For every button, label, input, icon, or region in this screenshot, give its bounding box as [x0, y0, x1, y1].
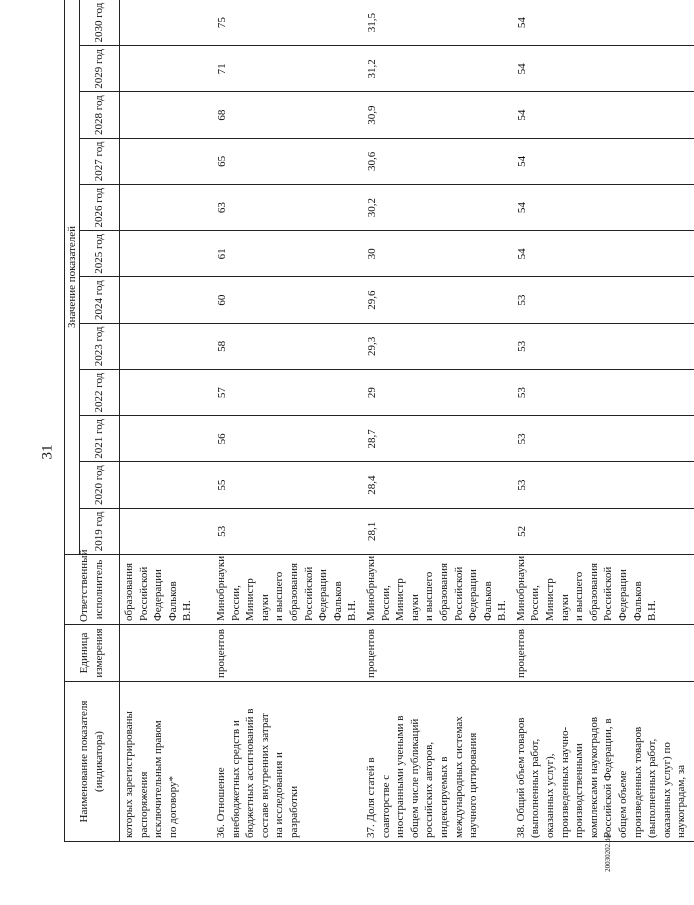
table-row [120, 0, 213, 842]
value-cell: 54 [512, 138, 694, 184]
header-year: 2029 год [80, 46, 120, 92]
header-year: 2021 год [80, 416, 120, 462]
header-year: 2030 год [80, 0, 120, 46]
value-cell: 54 [512, 0, 694, 46]
footer-filename: 20030202.doc [604, 832, 612, 872]
rotated-page-content [64, 0, 688, 842]
header-name: Наименование показателя (индикатора) [65, 682, 120, 842]
value-cell: 29 [362, 370, 512, 416]
value-cell [120, 462, 213, 508]
value-cell: 60 [212, 277, 362, 323]
value-cell [120, 185, 213, 231]
value-cell: 30,2 [362, 185, 512, 231]
value-cell [120, 138, 213, 184]
value-cell [120, 0, 213, 46]
header-year: 2022 год [80, 370, 120, 416]
value-cell: 61 [212, 231, 362, 277]
header-year: 2023 год [80, 323, 120, 369]
value-cell: 52 [512, 508, 694, 554]
page-number: 31 [39, 444, 56, 460]
indicators-table [64, 0, 694, 842]
value-cell [120, 277, 213, 323]
unit-cell: процентов [364, 629, 377, 678]
value-cell [120, 416, 213, 462]
header-executor: Ответственный исполнитель [65, 555, 120, 625]
value-cell [120, 46, 213, 92]
unit-cell: процентов [215, 629, 227, 678]
value-cell [120, 323, 213, 369]
value-cell: 54 [512, 185, 694, 231]
value-cell: 31,2 [362, 46, 512, 92]
value-cell: 65 [212, 138, 362, 184]
header-year: 2019 год [80, 508, 120, 554]
value-cell: 30,9 [362, 92, 512, 138]
header-year: 2028 год [80, 92, 120, 138]
header-year: 2025 год [80, 231, 120, 277]
value-cell: 53 [512, 323, 694, 369]
value-cell: 29,3 [362, 323, 512, 369]
executor-cell: Минобрнауки России, Министр науки и высшего образования Российской Федерации Фальков В.Н. [514, 555, 659, 621]
value-cell: 53 [512, 462, 694, 508]
value-cell: 53 [512, 370, 694, 416]
value-cell: 53 [512, 416, 694, 462]
indicator-name: 37. Доля статей в соавторстве с иностранными учеными в общем числе публикаций российских авторов, индексируемых в международных системах научного цитирования [364, 715, 480, 838]
value-cell: 54 [512, 92, 694, 138]
value-cell: 56 [212, 416, 362, 462]
value-cell [120, 370, 213, 416]
header-year: 2024 год [80, 277, 120, 323]
value-cell: 63 [212, 185, 362, 231]
value-cell [120, 231, 213, 277]
value-cell: 53 [212, 508, 362, 554]
executor-cell: образования Российской Федерации Фальков В.Н. [123, 562, 194, 621]
unit-cell: процентов [514, 629, 527, 678]
header-year: 2027 год [80, 138, 120, 184]
table-row [212, 0, 362, 842]
value-cell: 71 [212, 46, 362, 92]
indicator-name: 36. Отношение внебюджетных средств и бюджетных ассигнований в составе внутренних затрат на исследования и разработки [215, 708, 300, 838]
value-cell: 57 [212, 370, 362, 416]
value-cell: 75 [212, 0, 362, 46]
executor-cell: Минобрнауки России, Министр науки и высшего образования Российской Федерации Фальков В.Н. [364, 555, 509, 621]
header-unit: Единица измерения [65, 625, 120, 682]
header-year: 2020 год [80, 462, 120, 508]
indicator-name: которых зарегистрированы распоряжения исключительным правом по договору* [123, 711, 179, 838]
value-cell: 58 [212, 323, 362, 369]
indicator-name: 38. Общий объем товаров (выполненных работ, оказанных услуг), произведенных научно- производственными комплексами наукоградов Российской Федерации, в общем объеме произведенных товаров (выполненных работ, оказанных услуг) по наукоградам, за [514, 716, 688, 838]
header-values-group: Значение показателей [65, 0, 80, 555]
value-cell: 53 [512, 277, 694, 323]
value-cell: 28,1 [362, 508, 512, 554]
value-cell: 31,5 [362, 0, 512, 46]
header-year: 2026 год [80, 185, 120, 231]
value-cell: 68 [212, 92, 362, 138]
value-cell: 30 [362, 231, 512, 277]
executor-cell: Минобрнауки России, Министр науки и высшего образования Российской Федерации Фальков В.Н. [215, 555, 359, 621]
value-cell: 28,4 [362, 462, 512, 508]
value-cell [120, 92, 213, 138]
value-cell: 54 [512, 231, 694, 277]
value-cell [120, 508, 213, 554]
value-cell: 29,6 [362, 277, 512, 323]
value-cell: 28,7 [362, 416, 512, 462]
value-cell: 54 [512, 46, 694, 92]
table-row [362, 0, 512, 842]
value-cell: 55 [212, 462, 362, 508]
table-row [512, 0, 694, 842]
value-cell: 30,6 [362, 138, 512, 184]
